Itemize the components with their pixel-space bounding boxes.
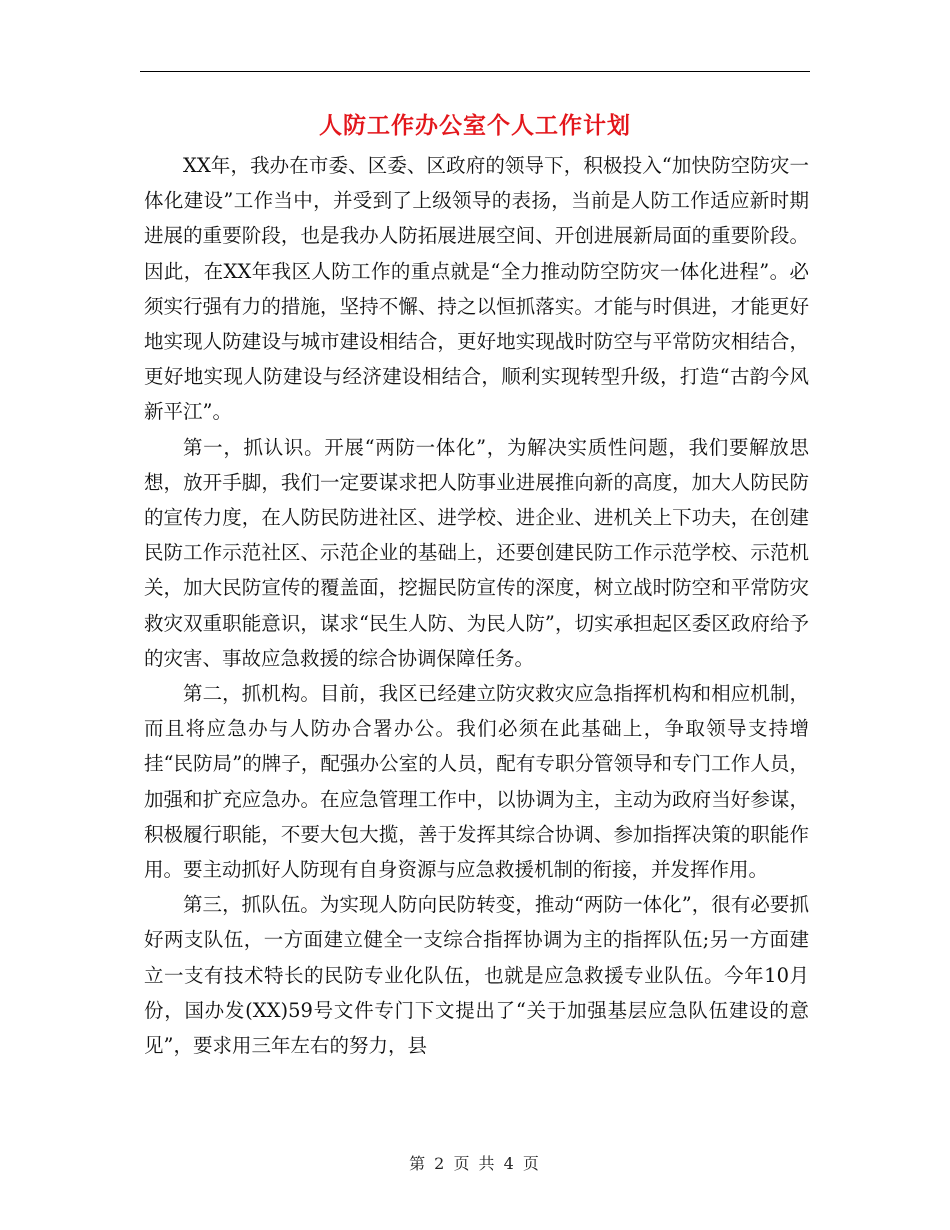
paragraph-intro: XX年，我办在市委、区委、区政府的领导下，积极投入“加快防空防灾一体化建设”工作当中，并受到了上级领导的表扬，当前是人防工作适应新时期进展的重要阶段，也是我办人防拓展进展空间、开创进展新局面的重要阶段。因此，在XX年我区人防工作的重点就是“全力推动防空防灾一体化进程”。必须实行强有力的措施，坚持不懈、持之以恒抓落实。才能与时俱进，才能更好地实现人防建设与城市建设相结合，更好地实现战时防空与平常防灾相结合，更好地实现人防建设与经济建设相结合，顺利实现转型升级，打造“古韵今风新平江”。 xyxy=(144,154,809,424)
page-number: 第 2 页 共 4 页 xyxy=(409,1154,541,1173)
document-title: 人防工作办公室个人工作计划 xyxy=(319,112,631,139)
paragraph-third-point: 第三，抓队伍。为实现人防向民防转变，推动“两防一体化”，很有必要抓好两支队伍，一方面建立健全一支综合指挥协调为主的指挥队伍;另一方面建立一支有技术特长的民防专业化队伍，也就是应急救援专业队伍。今年10月份，国办发(XX)59号文件专门下文提出了“关于加强基层应急队伍建设的意见”，要求用三年左右的努力，县 xyxy=(144,893,809,1058)
document-body xyxy=(144,148,809,1063)
paragraph-second-point: 第二，抓机构。目前，我区已经建立防灾救灾应急指挥机构和相应机制，而且将应急办与人防办合署办公。我们必须在此基础上，争取领导支持增挂“民防局”的牌子，配强办公室的人员，配有专职分管领导和专门工作人员，加强和扩充应急办。在应急管理工作中，以协调为主，主动为政府当好参谋，积极履行职能，不要大包大揽，善于发挥其综合协调、参加指挥决策的职能作用。要主动抓好人防现有自身资源与应急救援机制的衔接，并发挥作用。 xyxy=(144,682,809,882)
header-rule xyxy=(140,71,810,72)
paragraph-first-point: 第一，抓认识。开展“两防一体化”，为解决实质性问题，我们要解放思想，放开手脚，我们一定要谋求把人防事业进展推向新的高度，加大人防民防的宣传力度，在人防民防进社区、进学校、进企业、进机关上下功夫，在创建民防工作示范社区、示范企业的基础上，还要创建民防工作示范学校、示范机关，加大民防宣传的覆盖面，挖掘民防宣传的深度，树立战时防空和平常防灾救灾双重职能意识，谋求“民生人防、为民人防”，切实承担起区委区政府给予的灾害、事故应急救援的综合协调保障任务。 xyxy=(144,435,809,670)
